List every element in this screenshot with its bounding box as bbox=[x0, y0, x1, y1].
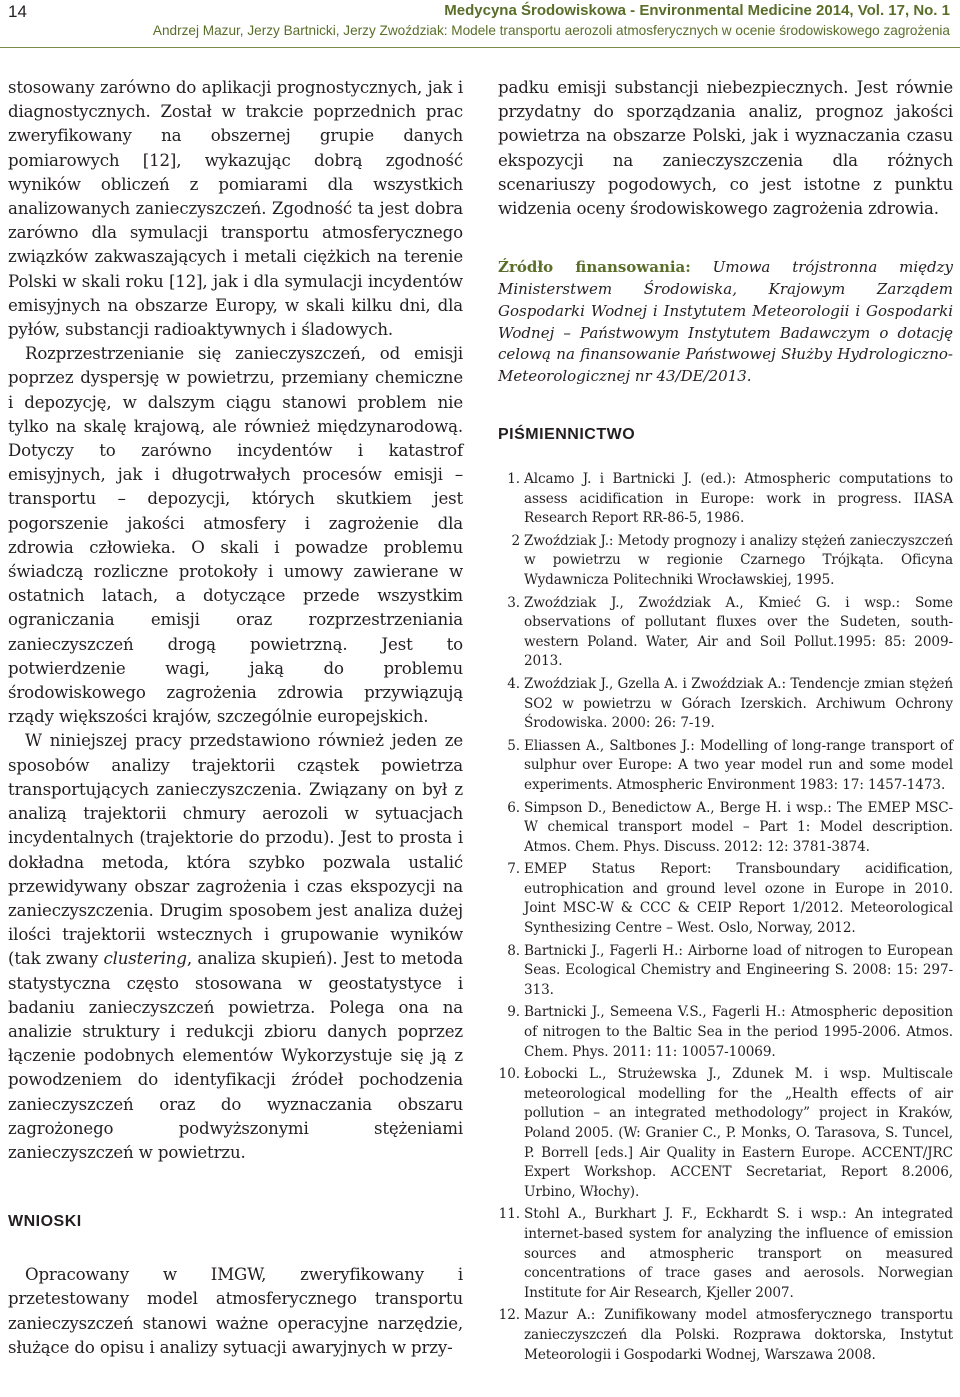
reference-number: 5. bbox=[507, 737, 520, 754]
funding-note bbox=[498, 257, 953, 388]
reference-text: EMEP Status Report: Transboundary acidification, eutrophication and ground level ozone in Europe in 2010. Joint MSC-W & CCC & CEIP Report 1/2012. Meteorological Synthesizing Centre – West. Oslo, Norway, 2012. bbox=[524, 861, 953, 937]
reference-number: 2 bbox=[511, 532, 520, 549]
paragraph-text: W niniejszej pracy przedstawiono również jeden ze sposobów analizy trajektorii cząstek powietrza transportujących zanieczyszczenia. Związany on był z analizą trajektorii chmury aerozoli w sytuacjach incydentalnych (trajektorie do przodu). Jest to prosta i dokładna metoda, która szybko pozwala ustalić przewidywany obszar zagrożenia i czas ekspozycji na zanieczyszczenia. Drugim sposobem jest analiza dużej ilości trajektorii wstecznych i grupowanie wyników (tak zwany bbox=[8, 731, 463, 969]
reference-item bbox=[498, 532, 953, 591]
reference-item bbox=[498, 860, 953, 938]
reference-item bbox=[498, 675, 953, 734]
reference-number: 4. bbox=[507, 675, 520, 692]
journal-title: Medycyna Środowiskowa - Environmental Medicine 2014, Vol. 17, No. 1 bbox=[444, 2, 950, 19]
reference-number: 11. bbox=[498, 1206, 520, 1223]
section-heading-references: PIŚMIENNICTWO bbox=[498, 426, 636, 443]
reference-text: Mazur A.: Zunifikowany model atmosferycznego transportu zanieczyszczeń dla Polski. Rozprawa doktorska, Instytut Meteorologii i Gospodarki Wodnej, Warszawa 2008. bbox=[524, 1307, 953, 1363]
paragraph-continued: padku emisji substancji niebezpiecznych. Jest równie przydatny do sporządzania analiz, prognoz jakości powietrza na obszarze Polski, jak i wyznaczania czasu ekspozycji na zanieczyszczenia dla różnych scenariuszy pogodowych, co jest istotne z punktu widzenia oceny środowiskowego zagrożenia zdrowia. bbox=[498, 78, 953, 219]
reference-item bbox=[498, 737, 953, 796]
reference-text: Stohl A., Burkhart J. F., Eckhardt S. i wsp.: An integrated internet-based system for analyzing the influence of emission sources and atmospheric transport on measured concentrations of trace gases and aerosols. Norwegian Institute for Air Research, Kjeller 2007. bbox=[524, 1206, 953, 1301]
running-title: Andrzej Mazur, Jerzy Bartnicki, Jerzy Zwoździak: Modele transportu aerozoli atmosferycznych w ocenie środowiskowego zagrożenia bbox=[152, 23, 950, 38]
paragraph: Rozprzestrzenianie się zanieczyszczeń, od emisji poprzez dyspersję w powietrzu, przemiany chemiczne i depozycję, w dalszym ciągu stanowi problem nie tylko na skalę krajową, ale również międzynarodową. Dotyczy to zarówno incydentów i katastrof emisyjnych, jak i długotrwałych procesów emisji – transportu – depozycji, których skutkiem jest pogorszenie jakości atmosfery i zagrożenie dla zdrowia człowieka. O skali i powadze problemu świadczą rozliczne protokoły i umowy zawierane w ostatnich latach, a dotyczące przede wszystkim ograniczania emisji oraz rozprzestrzeniania zanieczyszczeń drogą powietrzną. Jest to potwierdzenie wagi, jaką do problemu środowiskowego zagrożenia zdrowia przywiązują rządy większości krajów, szczególnie europejskich. bbox=[8, 344, 463, 727]
section-heading-conclusions: WNIOSKI bbox=[8, 1213, 82, 1231]
funding-text: Umowa trójstronna między Ministerstwem Środowiska, Krajowym Zarządem Gospodarki Wodnej i Instytutem Meteorologii i Gospodarki Wodnej – Państwowym Instytutem Badawczym o dotację celową na finansowanie Państwowej Służby Hydrologiczno-Meteorologicznej nr 43/DE/2013. bbox=[498, 258, 953, 386]
reference-item bbox=[498, 1205, 953, 1303]
reference-text: Łobocki L., Strużewska J., Zdunek M. i wsp. Multiscale meteorological modelling for the „Health effects of air pollution – an integrated methodology” project in Kraków, Poland 2005. (W: Granier C., P. Monks, O. Tarasova, S. Tuncel, P. Borrell [eds.] Air Quality in Eastern Europe. ACCENT/JRC Expert Workshop. ACCENT Secretariat, Report 8.2006, Urbino, Włochy). bbox=[524, 1066, 953, 1200]
reference-text: Bartnicki J., Fagerli H.: Airborne load of nitrogen to European Seas. Ecological Chemistry and Engineering S. 2008: 15: 297-313. bbox=[524, 942, 953, 998]
reference-item bbox=[498, 1065, 953, 1202]
page-number: 14 bbox=[8, 2, 27, 21]
reference-number: 12. bbox=[498, 1307, 520, 1324]
reference-number: 10. bbox=[498, 1066, 520, 1083]
reference-text: Simpson D., Benedictow A., Berge H. i wsp.: The EMEP MSC-W chemical transport model – Part 1: Model description. Atmos. Chem. Phys. Discuss. 2012: 12: 3781-3874. bbox=[524, 799, 953, 855]
italic-term: clustering bbox=[103, 949, 187, 969]
reference-text: Bartnicki J., Semeena V.S., Fagerli H.: Atmospheric deposition of nitrogen to the Baltic Sea in the period 1995-2006. Atmos. Chem. Phys. 2011: 11: 10057-10069. bbox=[524, 1004, 953, 1060]
reference-list bbox=[498, 470, 953, 1365]
funding-label: Źródło finansowania: bbox=[498, 258, 691, 277]
reference-number: 3. bbox=[507, 594, 520, 611]
paragraph-trajectories bbox=[8, 729, 463, 1165]
header-divider bbox=[0, 47, 960, 48]
right-column bbox=[498, 76, 953, 1368]
reference-text: Eliassen A., Saltbones J.: Modelling of long-range transport of sulphur over Europe: A two year model run and some model experiments. Atmospheric Environment 1983: 17: 1457-1473. bbox=[524, 737, 953, 793]
reference-item bbox=[498, 942, 953, 1001]
paragraph-text: , analiza skupień). Jest to metoda statystyczna często stosowana w geostatystyce i badaniu zanieczyszczeń powietrza. Polega ona na analizie struktury i redukcji zbioru danych poprzez łączenie podobnych elementów Wykorzystuje się ją z powodzeniem do identyfikacji źródeł pochodzenia zanieczyszczeń oraz do wyznaczania obszaru zagrożonego podwyższonymi stężeniami zanieczyszczeń w powietrzu. bbox=[8, 949, 463, 1162]
reference-number: 8. bbox=[507, 942, 520, 959]
left-column bbox=[8, 76, 463, 1360]
paragraph-conclusions: Opracowany w IMGW, zweryfikowany i przetestowany model atmosferycznego transportu zanieczyszczeń stanowi ważne operacyjne narzędzie, służące do opisu i analizy sytuacji awaryjnych w przy- bbox=[8, 1265, 463, 1357]
reference-item bbox=[498, 1306, 953, 1365]
reference-text: Zwoździak J., Zwoździak A., Kmieć G. i wsp.: Some observations of pollutant fluxes over the Sudeten, south-western Poland. Water, Air and Soil Pollut.1995: 85: 2009-2013. bbox=[524, 594, 953, 670]
page-header bbox=[0, 0, 960, 50]
reference-number: 6. bbox=[507, 799, 520, 816]
reference-text: Zwoździak J., Gzella A. i Zwoździak A.: Tendencje zmian stężeń SO2 w powietrzu w Górach Izerskich. Archiwum Ochrony Środowiska. 2000: 26: 7-19. bbox=[524, 675, 953, 732]
reference-item bbox=[498, 1003, 953, 1062]
reference-number: 1. bbox=[507, 471, 520, 487]
reference-number: 7. bbox=[507, 861, 520, 878]
reference-text: Zwoździak J.: Metody prognozy i analizy stężeń zanieczyszczeń w powietrzu w regionie Czarnego Trójkąta. Oficyna Wydawnicza Politechniki Wrocławskiej, 1995. bbox=[524, 532, 953, 588]
reference-number: 9. bbox=[507, 1004, 520, 1021]
reference-text: Alcamo J. i Bartnicki J. (ed.): Atmospheric computations to assess acidification in Europe: work in progress. IIASA Research Report RR-86-5, 1986. bbox=[524, 471, 953, 527]
reference-item bbox=[498, 799, 953, 858]
reference-item bbox=[498, 470, 953, 529]
paragraph-continued: stosowany zarówno do aplikacji prognostycznych, jak i diagnostycznych. Został w trakcie poprzednich prac zweryfikowany na obszernej grupie danych pomiarowych [12], wykazując dobrą zgodność wyników obliczeń z pomiarami dla wszystkich analizowanych zanieczyszczeń. Zgodność ta jest dobra zarówno dla symulacji transportu atmosferycznego związków zakwaszających i metali ciężkich na terenie Polski w skali roku [12], jak i dla symulacji incydentów emisyjnych na obszarze Europy, w skali kilku dni, dla pyłów, substancji radioaktywnych i śladowych. bbox=[8, 78, 463, 340]
reference-item bbox=[498, 594, 953, 672]
